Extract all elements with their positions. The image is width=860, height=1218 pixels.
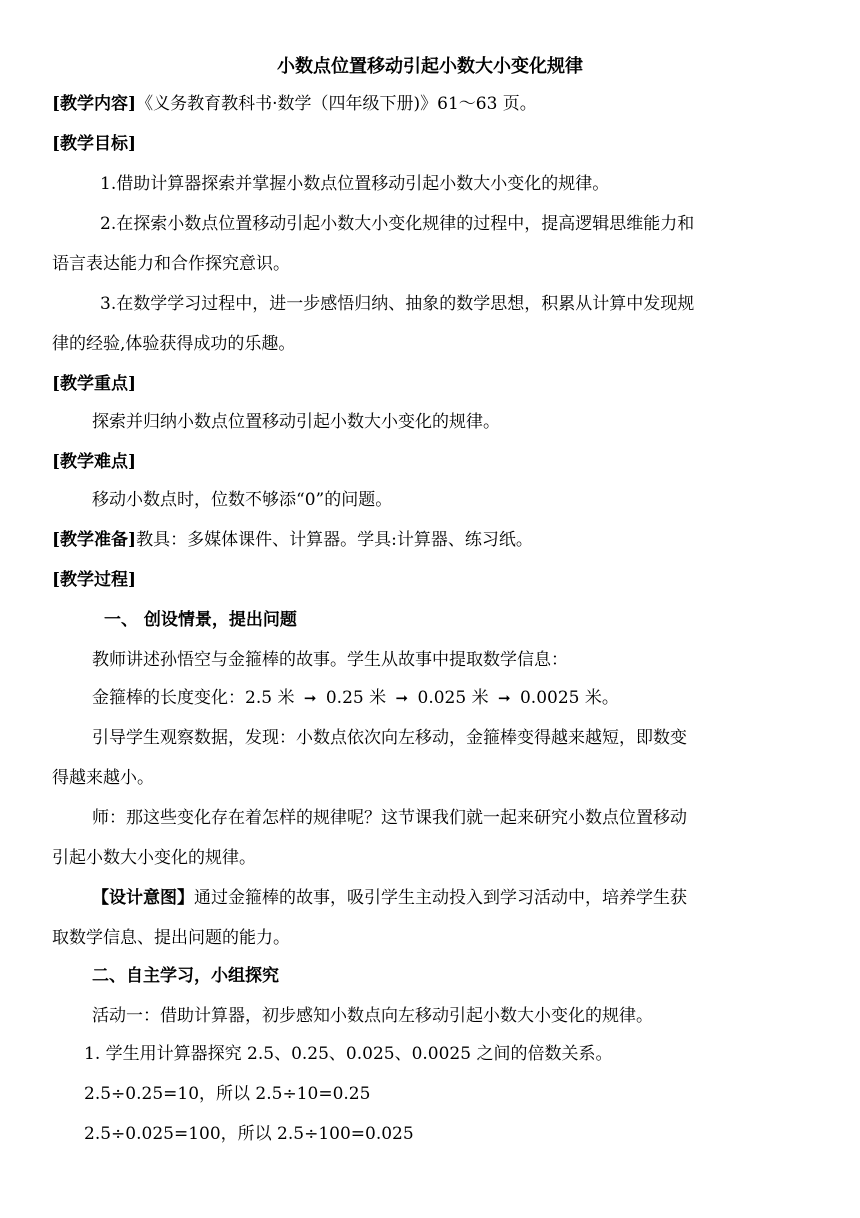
section-1-para-3a: 引导学生观察数据，发现：小数点依次向左移动，金箍棒变得越来越短，即数变 [92, 728, 687, 748]
preparation [52, 527, 812, 553]
teaching-goals-label: [教学目标] [52, 134, 137, 154]
design-intent-text: 通过金箍棒的故事，吸引学生主动投入到学习活动中，培养学生获 [194, 888, 687, 908]
goal-item-2: 2.在探索小数点位置移动引起小数大小变化规律的过程中，提高逻辑思维能力和 [100, 214, 695, 234]
goal-item-1: 1.借助计算器探索并掌握小数点位置移动引起小数大小变化的规律。 [100, 174, 610, 194]
design-intent-label: 【设计意图】 [92, 888, 194, 908]
design-intent-cont: 取数学信息、提出问题的能力。 [52, 928, 290, 948]
goal-item-3-cont: 律的经验,体验获得成功的乐趣。 [52, 334, 296, 354]
equation-1: 2.5÷0.25=10，所以 2.5÷10=0.25 [84, 1084, 371, 1104]
section-2-heading: 二、自主学习，小组探究 [92, 966, 279, 986]
length-value-4: 0.0025 米。 [519, 688, 619, 708]
section-1-para-4b: 引起小数大小变化的规律。 [52, 848, 256, 868]
process-label: [教学过程] [52, 570, 137, 590]
equation-2: 2.5÷0.025=100，所以 2.5÷100=0.025 [84, 1124, 414, 1144]
activity-1: 活动一：借助计算器，初步感知小数点向左移动引起小数大小变化的规律。 [92, 1006, 653, 1026]
preparation-label: [教学准备] [52, 530, 137, 550]
arrow-right-icon: ➞ [303, 689, 317, 707]
section-1-heading: 一、 创设情景，提出问题 [104, 610, 297, 630]
length-change-line [92, 685, 852, 711]
section-1-para-4a: 师：那这些变化存在着怎样的规律呢？这节课我们就一起来研究小数点位置移动 [92, 808, 687, 828]
section-1-para-1: 教师讲述孙悟空与金箍棒的故事。学生从故事中提取数学信息： [92, 650, 568, 670]
preparation-text: 教具：多媒体课件、计算器。学具:计算器、练习纸。 [136, 530, 533, 550]
difficulty-text: 移动小数点时，位数不够添“0”的问题。 [92, 490, 393, 510]
goal-item-3: 3.在数学学习过程中，进一步感悟归纳、抽象的数学思想，积累从计算中发现规 [100, 294, 695, 314]
length-value-3: 0.025 米 [417, 688, 489, 708]
goal-item-2-cont: 语言表达能力和合作探究意识。 [52, 254, 290, 274]
key-point-label: [教学重点] [52, 374, 137, 394]
teaching-content-text: 《义务教育教科书·数学（四年级下册)》61～63 页。 [136, 94, 537, 114]
document-title: 小数点位置移动引起小数大小变化规律 [277, 56, 583, 77]
arrow-right-icon: ➞ [497, 689, 511, 707]
arrow-right-icon: ➞ [395, 689, 409, 707]
teaching-content-label: [教学内容] [52, 94, 137, 114]
length-prefix: 金箍棒的长度变化：2.5 米 [92, 688, 295, 708]
difficulty-label: [教学难点] [52, 452, 137, 472]
step-1: 1. 学生用计算器探究 2.5、0.25、0.025、0.0025 之间的倍数关系。 [84, 1044, 613, 1064]
teaching-content [52, 91, 812, 117]
design-intent [92, 885, 852, 911]
key-point-text: 探索并归纳小数点位置移动引起小数大小变化的规律。 [92, 412, 500, 432]
section-1-para-3b: 得越来越小。 [52, 768, 154, 788]
length-value-2: 0.25 米 [325, 688, 387, 708]
